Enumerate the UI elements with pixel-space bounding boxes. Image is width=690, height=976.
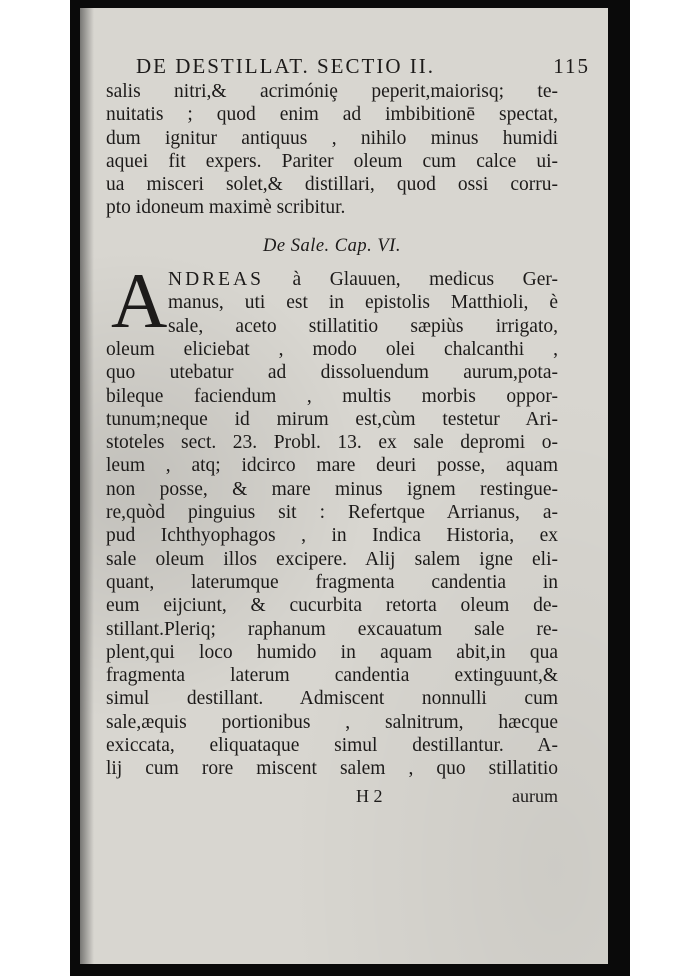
drop-cap: A [111,257,168,344]
text-line: aquei fit expers. Pariter oleum cum calce ui- [106,150,558,172]
text-line: quo utebatur ad dissoluendum aurum,pota- [106,362,558,384]
text-line: simul destillant. Admiscent nonnulli cum [106,688,558,710]
page-footer [106,786,558,808]
book-page [80,8,608,964]
text-line: sale, aceto stillatitio sæpiùs irrigato, [168,315,558,337]
main-paragraph [106,338,558,781]
text-line: tunum;neque id mirum est,cùm testetur Ari- [106,408,558,430]
first-line [168,268,558,291]
catchword: aurum [512,786,558,806]
text-line: salis nitri,& acrimóniȩ peperit,maiorisq; te- [106,81,558,102]
text-line: exiccata, eliquataque simul destillantur. A- [106,735,558,757]
first-line-rest: à Glauuen, medicus Ger- [292,269,558,290]
running-head [136,54,590,80]
text-line: re,quòd pinguius sit : Refertque Arrianus, a- [106,502,558,524]
text-line: manus, uti est in epistolis Matthioli, è [168,292,558,314]
chapter-heading: De Sale. Cap. VI. [263,236,401,256]
intro-paragraph [106,80,558,220]
text-line: ua misceri solet,& distillari, quod ossi corru- [106,174,558,196]
text-line: non posse, & mare minus ignem restingue- [106,478,558,500]
drop-cap-lines [168,268,558,338]
text-line: oleum eliciebat , modo olei chalcanthi , [106,339,558,360]
running-head-title: DE DESTILLAT. SECTIO II. [136,54,435,78]
text-line: leum , atq; idcirco mare deuri posse, aquam [106,455,558,477]
gutter-shadow [80,8,94,964]
text-line: stillant.Pleriq; raphanum excauatum sale re- [106,618,558,640]
text-line: eum eijciunt, & cucurbita retorta oleum de- [106,595,558,617]
text-line: pud Ichthyophagos , in Indica Historia, ex [106,525,558,547]
text-line: lij cum rore miscent salem , quo stillatitio [106,758,558,780]
text-line: nuitatis ; quod enim ad imbibitionē spectat, [106,104,558,126]
text-line: quant, laterumque fragmenta candentia in [106,571,558,593]
text-line: plent,qui loco humido in aquam abit,in qua [106,641,558,663]
text-line: fragmenta laterum candentia extinguunt,& [106,665,558,687]
text-line: dum ignitur antiquus , nihilo minus humidi [106,127,558,149]
page-number: 115 [553,54,590,78]
first-word-smallcaps: NDREAS [168,269,265,290]
signature-mark: H 2 [356,786,383,806]
text-line: pto idoneum maximè scribitur. [106,197,346,219]
scan-border-right [606,0,630,976]
scan-border-bottom [70,962,630,976]
text-line: stoteles sect. 23. Probl. 13. ex sale depromi o- [106,432,558,454]
text-line: sale,æquis portionibus , salnitrum, hæcque [106,711,558,733]
text-line: bileque faciendum , multis morbis oppor- [106,385,558,407]
text-line: sale oleum illos excipere. Alij salem igne eli- [106,548,558,570]
